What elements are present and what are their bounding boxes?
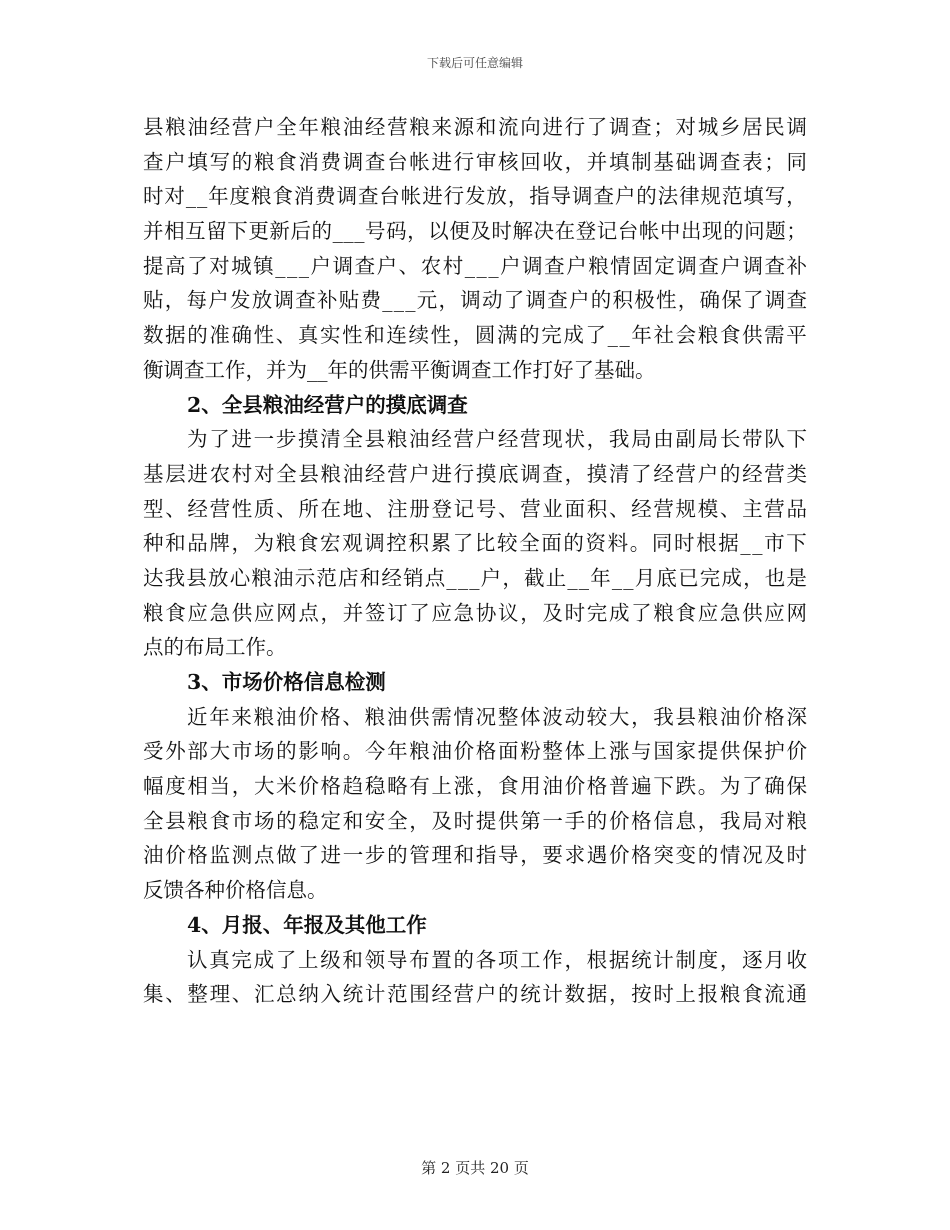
text-line: 幅 度 相 当 ， 大 米 价 格 趋 稳 略 有 上 涨 ， 食 用 油 价 格 普 遍 下 跌 。 为 了 确 保 bbox=[143, 774, 807, 799]
text-line: 达 我 县 放 心 粮 油 示 范 店 和 经 销 点 _ _ _ 户 ， 截 止 _ _ 年 _ _ 月 底 已 完 成 ， 也 是 bbox=[143, 565, 807, 590]
text-line: 提 高 了 对 城 镇 _ _ _ 户 调 查 户 、 农 村 _ _ _ 户 调 查 户 粮 情 固 定 调 查 户 调 查 补 bbox=[143, 253, 807, 278]
text-line: 点的布局工作。 bbox=[143, 635, 287, 660]
text-line: 反馈各种价格信息。 bbox=[143, 878, 328, 903]
page-footer: 第 2 页共 20 页 bbox=[421, 1159, 529, 1177]
text-line: 种 和 品 牌 ， 为 粮 食 宏 观 调 控 积 累 了 比 较 全 面 的 资 料 。 同 时 根 据 _ _ 市 下 bbox=[143, 531, 807, 556]
section-heading-3: 3、市场价格信息检测 bbox=[187, 670, 386, 694]
text-line: 集 、 整 理 、 汇 总 纳 入 统 计 范 围 经 营 户 的 统 计 数 据 ， 按 时 上 报 粮 食 流 通 bbox=[143, 982, 807, 1007]
paragraph-1 bbox=[143, 110, 807, 388]
section-heading-4: 4、月报、年报及其他工作 bbox=[187, 912, 427, 937]
paragraph-3 bbox=[143, 700, 807, 908]
text-line: 全 县 粮 食 市 场 的 稳 定 和 安 全 ， 及 时 提 供 第 一 手 的 价 格 信 息 ， 我 局 对 粮 bbox=[143, 808, 807, 833]
document-body bbox=[143, 110, 807, 1012]
text-line: 贴 ， 每 户 发 放 调 查 补 贴 费 _ _ _ 元 ， 调 动 了 调 查 户 的 积 极 性 ， 确 保 了 调 查 bbox=[143, 288, 807, 313]
text-line: 基 层 进 农 村 对 全 县 粮 油 经 营 户 进 行 摸 底 调 查 ， 摸 清 了 经 营 户 的 经 营 类 bbox=[143, 461, 807, 486]
text-line: 数 据 的 准 确 性 、 真 实 性 和 连 续 性 ， 圆 满 的 完 成 了 _ _ 年 社 会 粮 食 供 需 平 bbox=[143, 323, 807, 348]
text-line: 受 外 部 大 市 场 的 影 响 。 今 年 粮 油 价 格 面 粉 整 体 上 涨 与 国 家 提 供 保 护 价 bbox=[143, 739, 807, 764]
text-line: 时 对 _ _ 年 度 粮 食 消 费 调 查 台 帐 进 行 发 放 ， 指 导 调 查 户 的 法 律 规 范 填 写 ， bbox=[143, 184, 807, 209]
paragraph-4 bbox=[143, 943, 807, 1012]
page-header: 下载后可任意编辑 bbox=[426, 56, 523, 70]
text-line: 衡调查工作，并为__年的供需平衡调查工作打好了基础。 bbox=[143, 357, 656, 382]
text-line: 认 真 完 成 了 上 级 和 领 导 布 置 的 各 项 工 作 ， 根 据 统 计 制 度 ， 逐 月 收 bbox=[187, 947, 807, 972]
text-line: 查 户 填 写 的 粮 食 消 费 调 查 台 帐 进 行 审 核 回 收 ， 并 填 制 基 础 调 查 表 ； 同 bbox=[143, 149, 807, 174]
paragraph-2 bbox=[143, 422, 807, 665]
text-line: 并 相 互 留 下 更 新 后 的 _ _ _ 号 码 ， 以 便 及 时 解 决 在 登 记 台 帐 中 出 现 的 问 题 ； bbox=[143, 219, 807, 244]
section-heading-2: 2、全县粮油经营户的摸底调查 bbox=[187, 392, 468, 417]
text-line: 粮 食 应 急 供 应 网 点 ， 并 签 订 了 应 急 协 议 ， 及 时 完 成 了 粮 食 应 急 供 应 网 bbox=[143, 600, 807, 625]
text-line: 近 年 来 粮 油 价 格 、 粮 油 供 需 情 况 整 体 波 动 较 大 ， 我 县 粮 油 价 格 深 bbox=[187, 704, 807, 729]
text-line: 油 价 格 监 测 点 做 了 进 一 步 的 管 理 和 指 导 ， 要 求 遇 价 格 突 变 的 情 况 及 时 bbox=[143, 843, 807, 868]
text-line: 县 粮 油 经 营 户 全 年 粮 油 经 营 粮 来 源 和 流 向 进 行 了 调 查 ； 对 城 乡 居 民 调 bbox=[143, 115, 807, 139]
text-line: 为 了 进 一 步 摸 清 全 县 粮 油 经 营 户 经 营 现 状 ， 我 局 由 副 局 长 带 队 下 bbox=[187, 427, 807, 452]
text-line: 型 、 经 营 性 质 、 所 在 地 、 注 册 登 记 号 、 营 业 面 积 、 经 营 规 模 、 主 营 品 bbox=[143, 496, 807, 521]
